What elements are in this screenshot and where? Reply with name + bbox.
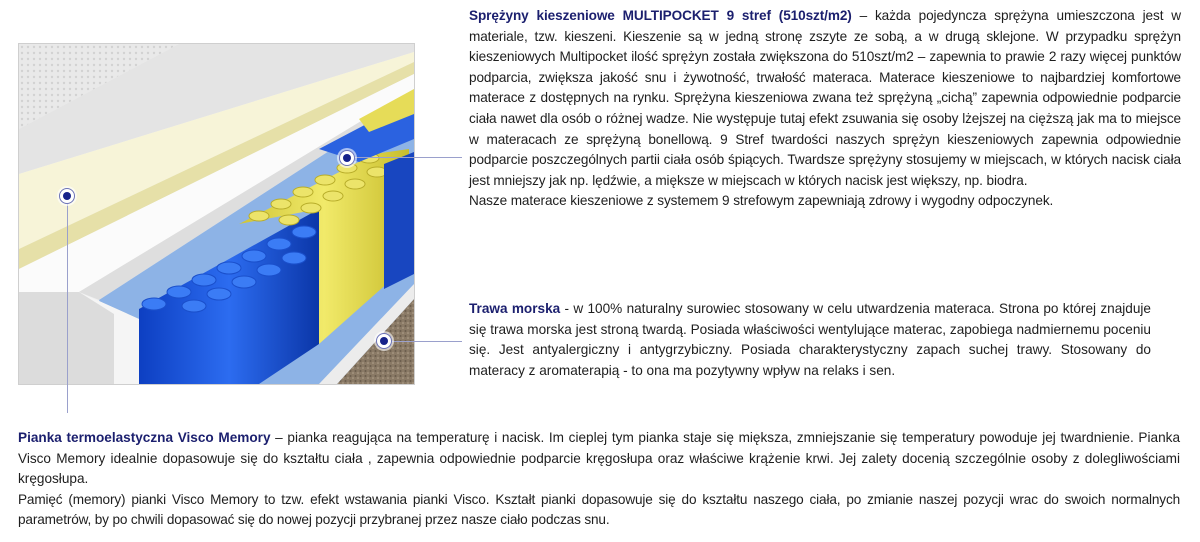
mattress-illustration [19,44,414,384]
seaweed-heading: Trawa morska [469,301,561,316]
pocket-springs-heading: Sprężyny kieszeniowe MULTIPOCKET 9 stref (510szt/m2) [469,8,852,23]
visco-leader-line [67,196,68,413]
pocket-springs-body: – każda pojedyncza sprężyna umieszczona jest w materiale, tzw. kieszeni. Kieszenie są w jedną stronę zszyte ze sobą, a w drugą sklejone. W przypadku sprężyn kieszeniowych Multipocket ilość sprężyn została zwiększona do 510szt/m2 – zapewnia to prawie 2 razy więcej punktów podparcia, zwiększa jakość snu i żywotność, trwałość materaca. Materace kieszeniowe to najbardziej komfortowe materace z dostępnych na rynku. Sprężyna kieszeniowa zwana też sprężyną „cichą” zapewnia odpowiednie podparcie ciała nawet dla osób o różnej wadze. Nie występuje tutaj efekt zsuwania się osoby lżejszej na cięższą jak ma to miejsce w materacach ze sprężyną bonellową. 9 Stref twardości naszych sprężyn kieszeniowych zapewnia odpowiednie podparcie poszczególnych partii ciała osób śpiących. Twardsze sprężyny stosujemy w miejscach, w których nacisk ciała jest mniejszy jak np. lędźwie, a miększe w miejscach w których nacisk jest większy, np. biodra. [469,8,1181,188]
visco-memory-effect-text: Pamięć (memory) pianki Visco Memory to tzw. efekt wstawania pianki Visco. Kształt pianki dopasowuje się do kształtu naszego ciała, po zmianie naszej pozycji wrac do swoich normalnych parametrów, by po chwili dopasować się do nowej pozycji przybranej przez nasze ciało podczas snu. [18,491,1180,528]
mattress-cross-section-image [18,43,415,385]
pocket-springs-closing: Nasze materace kieszeniowe z systemem 9 strefowym zapewniają zdrowy i wygodny odpoczynek. [469,193,1054,209]
seaweed-marker-icon[interactable] [376,333,392,349]
seaweed-body: - w 100% naturalny surowiec stosowany w celu utwardzenia materaca. Strona po której znajduje się trawa morska jest stroną twardą. Posiada właściwości wentylujące materac, zapobiega nadmiernemu poceniu się. Jest antyalergiczny i antygrzybiczny. Posiada charakterystyczny zapach suchej trawy. Stosowany do materacy z aromaterapią - to ona ma pozytywny wpływ na relaks i sen. [469,301,1151,378]
springs-leader-line [347,157,462,158]
visco-memory-marker-icon[interactable] [59,188,75,204]
seaweed-leader-line [384,341,462,342]
pocket-springs-marker-icon[interactable] [339,150,355,166]
visco-memory-heading: Pianka termoelastyczna Visco Memory [18,430,271,445]
visco-memory-body: – pianka reagująca na temperaturę i nacisk. Im cieplej tym pianka staje się miększa, zmniejszanie się temperatury powoduje jej twardnienie. Pianka Visco Memory idealnie dopasowuje się do kształtu ciała , zapewnia odpowiednie podparcie kręgosłupa oraz właściwe krążenie krwi. Jej zalety docenią szczególnie osoby z dolegliwościami kręgosłupa. [18,430,1180,487]
visco-memory-description [18,428,1180,531]
seaweed-description [469,299,1151,381]
pocket-springs-description [469,6,1181,212]
